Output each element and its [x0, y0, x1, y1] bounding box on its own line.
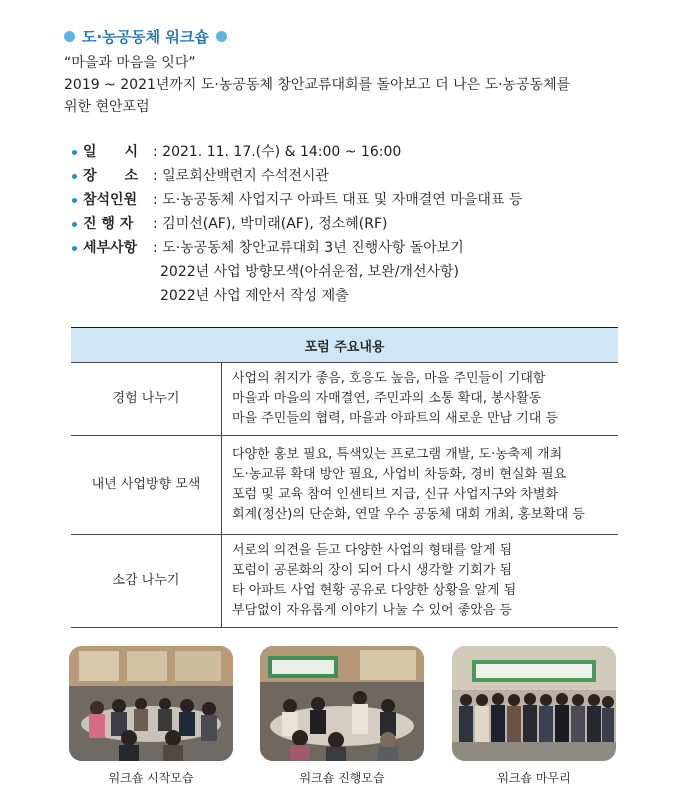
forum-table — [71, 327, 618, 628]
detail-label: 장 소 — [83, 168, 139, 184]
intro-paragraph — [64, 52, 664, 118]
workshop-progress-photo — [260, 646, 424, 761]
detail-place — [72, 164, 522, 188]
bullet-icon — [72, 198, 77, 203]
workshop-start-photo — [69, 646, 233, 761]
section-title: 도·농공동체 워크숍 — [82, 28, 209, 46]
row-item: 회계(정산)의 단순화, 연말 우수 공동체 대회 개최, 홍보확대 등 — [232, 507, 585, 522]
row-item: 포럼 및 교육 참여 인센티브 지급, 신규 사업지구와 차별화 — [232, 487, 559, 502]
detail-label: 진 행 자 — [83, 216, 134, 232]
detail-label: 참석인원 — [83, 192, 138, 208]
row-item: 부담없이 자유롭게 이야기 나눌 수 있어 좋았음 등 — [232, 603, 513, 618]
detail-agenda — [72, 236, 522, 308]
row-category: 경험 나누기 — [71, 363, 222, 436]
row-item: 사업의 취지가 좋음, 호응도 높음, 마을 주민들이 기대함 — [232, 371, 546, 386]
row-items — [222, 436, 619, 535]
row-items — [222, 363, 619, 436]
bullet-icon — [72, 222, 77, 227]
row-item: 도·농교류 확대 방안 필요, 사업비 차등화, 경비 현실화 필요 — [232, 467, 567, 482]
bullet-icon — [72, 246, 77, 251]
agenda-line: : 도·농공동체 창안교류대회 3년 진행사항 돌아보기 — [153, 240, 464, 256]
row-category: 내년 사업방향 모색 — [71, 436, 222, 535]
row-item: 타 아파트 사업 현황 공유로 다양한 상황을 알게 됨 — [232, 583, 517, 598]
bullet-dot-icon — [64, 31, 75, 42]
bullet-icon — [72, 150, 77, 155]
bullet-icon — [72, 174, 77, 179]
intro-quote: “마을과 마음을 잇다” — [64, 55, 196, 71]
row-category: 소감 나누기 — [71, 535, 222, 628]
detail-label: 일 시 — [83, 144, 139, 160]
detail-value: : 도·농공동체 사업지구 아파트 대표 및 자매결연 마을대표 등 — [153, 192, 523, 208]
detail-attendees — [72, 188, 522, 212]
row-item: 마을 주민들의 협력, 마을과 아파트의 새로운 만남 기대 등 — [232, 411, 559, 426]
detail-value: : 일로회산백련지 수석전시관 — [153, 168, 329, 184]
row-item: 포럼이 공론화의 장이 되어 다시 생각할 기회가 됨 — [232, 563, 513, 578]
photo-caption: 워크숍 시작모습 — [108, 771, 194, 785]
photo-caption: 워크숍 마무리 — [497, 771, 571, 785]
table-header: 포럼 주요내용 — [71, 328, 618, 363]
detail-value: : 2021. 11. 17.(수) & 14:00 ~ 16:00 — [153, 144, 402, 160]
detail-facilitators — [72, 212, 522, 236]
details-list — [72, 140, 522, 308]
table-row — [71, 436, 618, 535]
detail-value: : 김미선(AF), 박미래(AF), 정소혜(RF) — [153, 216, 388, 232]
agenda-line: 2022년 사업 방향모색(아쉬운점, 보완/개선사항) — [160, 264, 459, 280]
photo-caption: 워크숍 진행모습 — [299, 771, 385, 785]
bullet-dot-icon — [216, 31, 227, 42]
table-row — [71, 535, 618, 628]
table-row — [71, 363, 618, 436]
agenda-line: 2022년 사업 제안서 작성 제출 — [160, 288, 349, 304]
detail-date — [72, 140, 522, 164]
row-item: 서로의 의견을 듣고 다양한 사업의 형태를 알게 됨 — [232, 543, 513, 558]
section-heading — [64, 26, 227, 47]
intro-line: 2019 ~ 2021년까지 도·농공동체 창안교류대회를 돌아보고 더 나은 도·농공동체를 — [64, 77, 571, 93]
intro-line: 위한 현안포럼 — [64, 99, 150, 115]
detail-value — [153, 236, 464, 308]
workshop-closing-photo — [452, 646, 616, 761]
row-item: 다양한 홍보 필요, 특색있는 프로그램 개발, 도·농축제 개최 — [232, 447, 563, 462]
row-items — [222, 535, 619, 628]
detail-label: 세부사항 — [83, 240, 138, 256]
row-item: 마을과 마을의 자매결연, 주민과의 소통 확대, 봉사활동 — [232, 391, 542, 406]
